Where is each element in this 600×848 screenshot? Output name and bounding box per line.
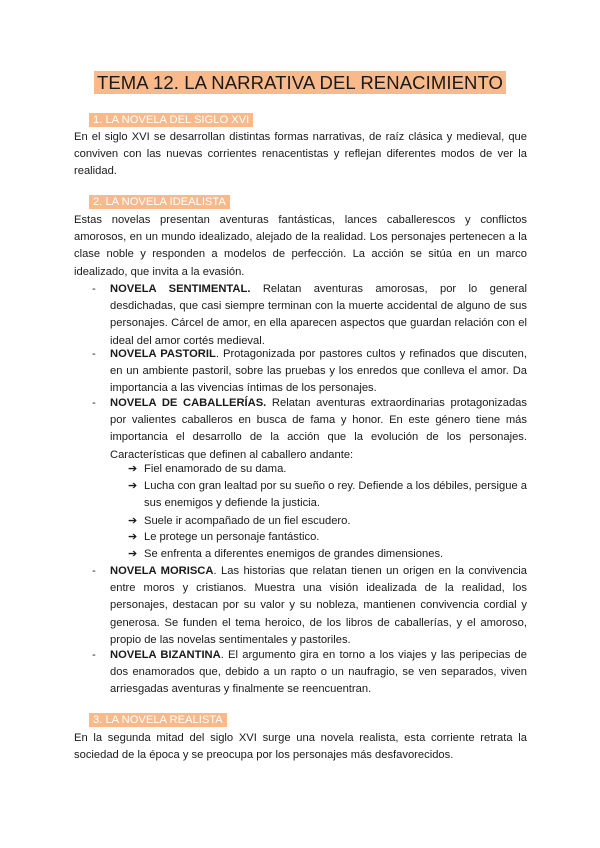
trait-item: ➔ Fiel enamorado de su dama. bbox=[128, 461, 527, 478]
section-heading-1: 1. LA NOVELA DEL SIGLO XVI bbox=[89, 114, 253, 126]
trait-item: ➔ Lucha con gran lealtad por su sueño o rey. Defiende a los débiles, persigue a sus enemigos y defiende la justicia. bbox=[128, 480, 527, 510]
list-item-sentimental: - NOVELA SENTIMENTAL. Relatan aventuras amorosas, por lo general desdichadas, que casi siempre terminan con la muerte accidental de alguno de sus personajes. Cárcel de amor, en ella aparecen aspectos que guardan relación con el ideal del amor cortés medieval. bbox=[92, 283, 527, 347]
section-heading-3: 3. LA NOVELA REALISTA bbox=[89, 714, 227, 726]
list-item-morisca: - NOVELA MORISCA. Las historias que relatan tienen un origen en la convivencia entre moros y cristianos. Muestra una visión idealizada de la realidad, los personajes, destacan por su valor y su nobleza, mantienen convivencia cordial y generosa. Se funden el tema heroico, de los libros de caballerías, y el amoroso, propio de las novelas sentimentales y pastoriles. bbox=[92, 565, 527, 646]
section-3-paragraph: En la segunda mitad del siglo XVI surge una novela realista, esta corriente retrata la sociedad de la época y se preocupa por los personajes más desfavorecidos. bbox=[74, 732, 527, 762]
arrow-icon: ➔ bbox=[128, 463, 138, 475]
trait-item: ➔ Le protege un personaje fantástico. bbox=[128, 529, 527, 546]
section-heading-2: 2. LA NOVELA IDEALISTA bbox=[89, 196, 230, 208]
section-2-paragraph: Estas novelas presentan aventuras fantásticas, lances caballerescos y conflictos amorosos, en un mundo idealizado, alejado de la realidad. Los personajes pertenecen a la clase noble y responden a modelos de perfección. La acción se sitúa en un marco idealizado, que invita a la evasión. bbox=[74, 214, 527, 278]
section-1-paragraph: En el siglo XVI se desarrollan distintas formas narrativas, de raíz clásica y medieval, que conviven con las nuevas corrientes renacentistas y reflejan diferentes modos de ver la realidad. bbox=[74, 131, 527, 178]
list-item-bizantina: - NOVELA BIZANTINA. El argumento gira en torno a los viajes y las peripecias de dos enamorados que, debido a un rapto o un naufragio, se ven separados, viven arriesgadas aventuras y finalmente se reencuentran. bbox=[92, 649, 527, 696]
trait-item: ➔ Suele ir acompañado de un fiel escudero. bbox=[128, 513, 527, 530]
arrow-icon: ➔ bbox=[128, 548, 138, 560]
arrow-icon: ➔ bbox=[128, 480, 138, 492]
page-title: TEMA 12. LA NARRATIVA DEL RENACIMIENTO bbox=[0, 72, 600, 94]
trait-item: ➔ Se enfrenta a diferentes enemigos de grandes dimensiones. bbox=[128, 546, 527, 563]
arrow-icon: ➔ bbox=[128, 531, 138, 543]
list-item-pastoril: - NOVELA PASTORIL. Protagonizada por pastores cultos y refinados que discuten, en un ambiente pastoril, sobre las pruebas y los enredos que conlleva el amor. Da importancia a las vivencias íntimas de los personajes. bbox=[92, 348, 527, 395]
list-item-caballerias: - NOVELA DE CABALLERÍAS. Relatan aventuras extraordinarias protagonizadas por valientes caballeros en busca de fama y honor. En este género tiene más importancia el desarrollo de la acción que la evolución de los personajes. Características que definen al caballero andante: bbox=[92, 397, 527, 461]
arrow-icon: ➔ bbox=[128, 515, 138, 527]
